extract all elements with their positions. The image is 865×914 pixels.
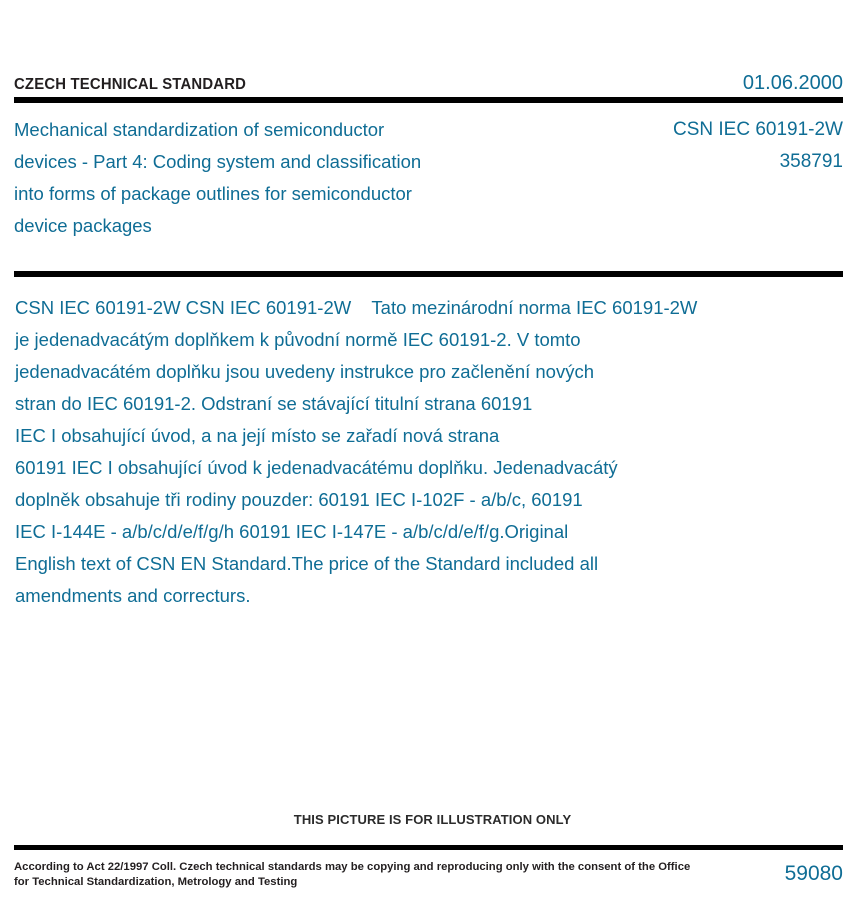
abstract-line: IEC I obsahující úvod, a na její místo se zařadí nová strana <box>15 425 500 446</box>
copyright-line: According to Act 22/1997 Coll. Czech technical standards may be copying and reproducing only with the consent of the Office <box>14 861 691 873</box>
abstract-line: 60191 IEC I obsahující úvod k jedenadvacátému doplňku. Jedenadvacátý <box>15 457 618 478</box>
document-type-label: CZECH TECHNICAL STANDARD <box>14 76 247 93</box>
abstract-line: jedenadvacátém doplňku jsou uvedeny instrukce pro začlenění nových <box>15 361 595 382</box>
illustration-only-notice: THIS PICTURE IS FOR ILLUSTRATION ONLY <box>293 812 572 827</box>
abstract-line: CSN IEC 60191-2W CSN IEC 60191-2W Tato mezinárodní norma IEC 60191-2W <box>15 297 698 318</box>
order-number: 59080 <box>784 862 843 885</box>
standard-title-line: Mechanical standardization of semiconductor <box>14 119 385 140</box>
title-block <box>14 114 843 242</box>
standard-title-line: device packages <box>14 215 152 236</box>
header-divider-rule <box>14 97 843 103</box>
standard-title <box>14 114 421 242</box>
title-divider-rule <box>14 271 843 277</box>
publication-date: 01.06.2000 <box>742 72 843 94</box>
abstract-line: stran do IEC 60191-2. Odstraní se stávající titulní strana 60191 <box>15 393 533 414</box>
abstract-line: doplněk obsahuje tři rodiny pouzder: 60191 IEC I-102F - a/b/c, 60191 <box>15 489 583 510</box>
copyright-notice <box>14 860 691 890</box>
standard-identifiers <box>673 114 843 178</box>
abstract-text <box>15 292 845 612</box>
footer-divider-rule <box>14 845 843 850</box>
standard-designation: CSN IEC 60191-2W <box>672 119 843 140</box>
abstract-line: je jedenadvacátým doplňkem k původní normě IEC 60191-2. V tomto <box>15 329 581 350</box>
standard-title-line: devices - Part 4: Coding system and classification <box>14 151 422 172</box>
abstract-line: amendments and correcturs. <box>15 585 251 606</box>
abstract-line: English text of CSN EN Standard.The price of the Standard included all <box>15 553 599 574</box>
copyright-line: for Technical Standardization, Metrology and Testing <box>14 876 298 888</box>
document-header <box>14 72 843 94</box>
document-footer <box>14 860 843 890</box>
classification-number: 358791 <box>779 151 843 172</box>
standard-title-line: into forms of package outlines for semiconductor <box>14 183 412 204</box>
abstract-line: IEC I-144E - a/b/c/d/e/f/g/h 60191 IEC I-147E - a/b/c/d/e/f/g.Original <box>15 521 569 542</box>
